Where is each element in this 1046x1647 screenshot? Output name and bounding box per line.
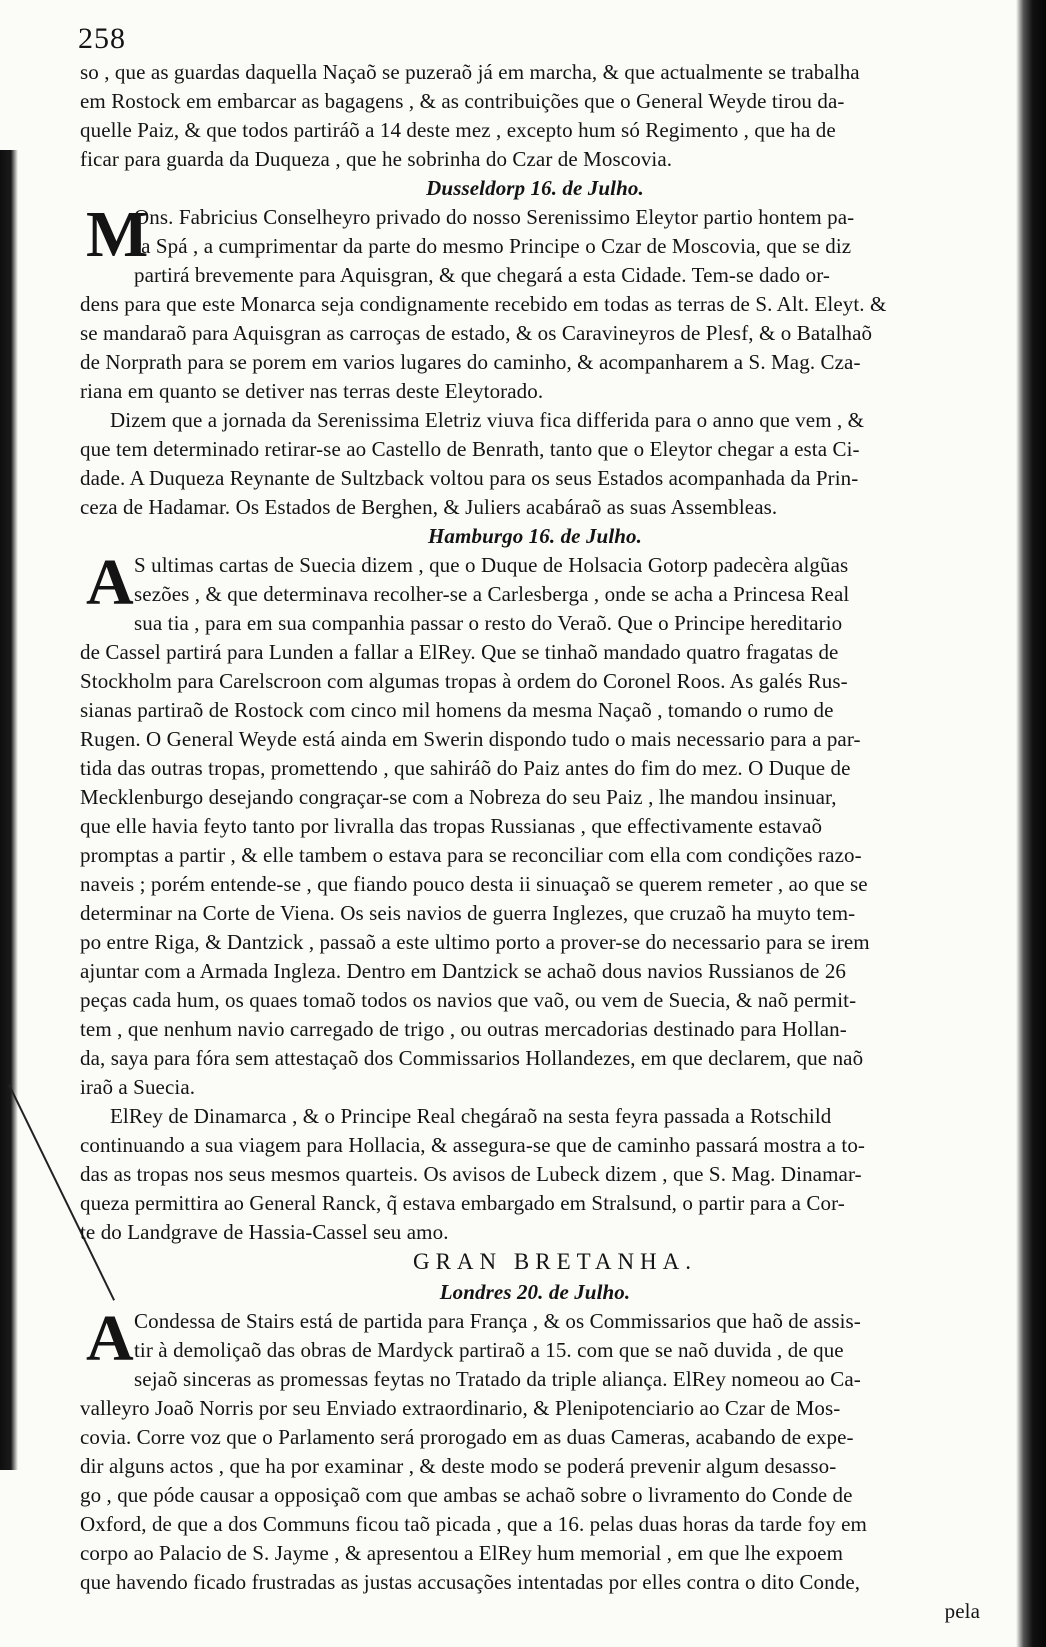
text-line: de Cassel partirá para Lunden a fallar a ElRey. Que se tinhaõ mandado quatro fragatas de bbox=[80, 640, 839, 664]
article-text bbox=[80, 58, 990, 1626]
text-line: tem , que nenhum navio carregado de trigo , ou outras mercadorias destinado para Hollan- bbox=[80, 1017, 847, 1041]
text-line: Ons. Fabricius Conselheyro privado do nosso Serenissimo Eleytor partio hontem pa- bbox=[134, 205, 855, 229]
text-line: sua tia , para em sua companhia passar o resto do Veraõ. Que o Principe hereditario bbox=[134, 611, 843, 635]
section-heading: GRAN BRETANHA. bbox=[412, 1249, 698, 1274]
text-line: tir à demoliçaõ das obras de Mardyck partiraõ a 15. com que se naõ duvida , de que bbox=[134, 1338, 844, 1362]
text-line: partirá brevemente para Aquisgran, & que chegará a esta Cidade. Tem-se dado or- bbox=[134, 263, 830, 287]
paragraph-londres bbox=[80, 1302, 990, 1597]
text-line: que elle havia feyto tanto por livralla das tropas Russianas , que effectivamente estavaõ bbox=[80, 814, 823, 838]
scan-binding-shadow-right bbox=[1016, 0, 1046, 1647]
text-line: sejaõ sinceras as promessas feytas no Tratado da triple aliança. ElRey nomeou ao Ca- bbox=[134, 1367, 861, 1391]
text-line: corpo ao Palacio de S. Jayme , & apresentou a ElRey hum memorial , em que lhe expoem bbox=[80, 1541, 844, 1565]
paragraph-hamburgo bbox=[80, 546, 990, 1102]
drop-cap: A bbox=[86, 546, 134, 619]
text-line: dade. A Duqueza Reynante de Sultzback voltou para os seus Estados acompanhada da Prin- bbox=[80, 466, 859, 490]
text-line: determinar na Corte de Viena. Os seis navios de guerra Inglezes, que cruzaõ ha muyto tem- bbox=[80, 901, 856, 925]
text-line: so , que as guardas daquella Naçaõ se puzeraõ já em marcha, & que actualmente se trabalha bbox=[80, 60, 860, 84]
catchword: pela bbox=[944, 1599, 980, 1623]
paragraph-dusseldorp bbox=[80, 198, 990, 406]
text-line: dens para que este Monarca seja condignamente recebido em todas as terras de S. Alt. Eleyt. & bbox=[80, 292, 887, 316]
text-line: peças cada hum, os quaes tomaõ todos os navios que vaõ, ou vem de Suecia, & naõ permit- bbox=[80, 988, 857, 1012]
text-line: de Norprath para se porem em varios lugares do caminho, & acompanharem a S. Mag. Cza- bbox=[80, 350, 861, 374]
text-line: em Rostock em embarcar as bagagens , & as contribuições que o General Weyde tirou da- bbox=[80, 89, 845, 113]
text-line: ra Spá , a cumprimentar da parte do mesmo Principe o Czar de Moscovia, que se diz bbox=[134, 234, 852, 258]
text-line: tida das outras tropas, promettendo , que sahiráõ do Paiz antes do fim do mez. O Duque de bbox=[80, 756, 851, 780]
text-line: que tem determinado retirar-se ao Castello de Benrath, tanto que o Eleytor chegar a esta Ci- bbox=[80, 437, 860, 461]
scan-binding-shadow-left bbox=[0, 150, 18, 1470]
dateline-londres: Londres 20. de Julho. bbox=[439, 1280, 631, 1304]
text-line: po entre Riga, & Dantzick , passaõ a este ultimo porto a prover-se do necessario para se irem bbox=[80, 930, 870, 954]
dateline-hamburgo: Hamburgo 16. de Julho. bbox=[428, 524, 642, 548]
intro-paragraph bbox=[80, 58, 990, 174]
text-line: sianas partiraõ de Rostock com cinco mil homens da mesma Naçaõ , tomando o rumo de bbox=[80, 698, 834, 722]
text-line: covia. Corre voz que o Parlamento será prorogado em as duas Cameras, acabando de expe- bbox=[80, 1425, 854, 1449]
dateline-dusseldorp: Dusseldorp 16. de Julho. bbox=[426, 176, 644, 200]
text-line: dir alguns actos , que ha por examinar , & deste modo se poderá prevenir algum desasso- bbox=[80, 1454, 837, 1478]
text-line: ajuntar com a Armada Ingleza. Dentro em Dantzick se achaõ dous navios Russianos de 26 bbox=[80, 959, 847, 983]
text-line: go , que póde causar a opposiçaõ com que ambas se achaõ sobre o livramento do Conde de bbox=[80, 1483, 853, 1507]
text-line: se mandaraõ para Aquisgran as carroças de estado, & os Caravineyros de Plesf, & o Batalhaõ bbox=[80, 321, 873, 345]
text-line: ElRey de Dinamarca , & o Principe Real chegáraõ na sesta feyra passada a Rotschild bbox=[110, 1104, 832, 1128]
text-line: Rugen. O General Weyde está ainda em Swerin dispondo tudo o mais necessario para a par- bbox=[80, 727, 861, 751]
text-line: valleyro Joaõ Norris por seu Enviado extraordinario, & Plenipotenciario ao Czar de Mos- bbox=[80, 1396, 841, 1420]
text-line: sezões , & que determinava recolher-se a Carlesberga , onde se acha a Princesa Real bbox=[134, 582, 850, 606]
text-line: das as tropas nos seus mesmos quarteis. Os avisos de Lubeck dizem , que S. Mag. Dinamar- bbox=[80, 1162, 862, 1186]
paragraph-eletriz bbox=[80, 406, 990, 522]
text-line: Stockholm para Carelscroon com algumas tropas à ordem do Coronel Roos. As galés Rus- bbox=[80, 669, 848, 693]
drop-cap: A bbox=[86, 1302, 134, 1375]
text-line: te do Landgrave de Hassia-Cassel seu amo. bbox=[80, 1220, 449, 1244]
text-line: promptas a partir , & elle tambem o estava para se reconciliar com ella com condições razo- bbox=[80, 843, 862, 867]
text-line: ceza de Hadamar. Os Estados de Berghen, & Juliers acabáraõ as suas Assembleas. bbox=[80, 495, 778, 519]
text-line: Dizem que a jornada da Serenissima Eletriz viuva fica differida para o anno que vem , & bbox=[110, 408, 865, 432]
paragraph-dinamarca bbox=[80, 1102, 990, 1247]
drop-cap: M bbox=[86, 198, 149, 271]
text-line: naveis ; porém entende-se , que fiando pouco desta ii sinuaçaõ se querem remeter , ao que se bbox=[80, 872, 868, 896]
text-line: Mecklenburgo desejando congraçar-se com a Nobreza do seu Paiz , lhe mandou insinuar, bbox=[80, 785, 837, 809]
text-line: riana em quanto se detiver nas terras deste Eleytorado. bbox=[80, 379, 544, 403]
text-line: iraõ a Suecia. bbox=[80, 1075, 196, 1099]
text-line: continuando a sua viagem para Hollacia, & assegura-se que de caminho passará mostra a to- bbox=[80, 1133, 866, 1157]
text-line: queza permittira ao General Ranck, q̃ estava embargado em Stralsund, o partir para a Cor- bbox=[80, 1191, 845, 1215]
text-line: Oxford, de que a dos Communs ficou taõ picada , que a 16. pelas duas horas da tarde foy em bbox=[80, 1512, 867, 1536]
text-line: Condessa de Stairs está de partida para França , & os Commissarios que haõ de assis- bbox=[134, 1309, 861, 1333]
text-line: S ultimas cartas de Suecia dizem , que o Duque de Holsacia Gotorp padecèra algũas bbox=[134, 553, 849, 577]
page-number: 258 bbox=[78, 22, 126, 55]
text-line: que havendo ficado frustradas as justas accusações intentadas por elles contra o dito Conde, bbox=[80, 1570, 861, 1594]
text-line: quelle Paiz, & que todos partiráõ a 14 deste mez , excepto hum só Regimento , que ha de bbox=[80, 118, 836, 142]
text-line: ficar para guarda da Duqueza , que he sobrinha do Czar de Moscovia. bbox=[80, 147, 673, 171]
text-line: da, saya para fóra sem attestaçaõ dos Commissarios Hollandezes, em que declarem, que naõ bbox=[80, 1046, 864, 1070]
